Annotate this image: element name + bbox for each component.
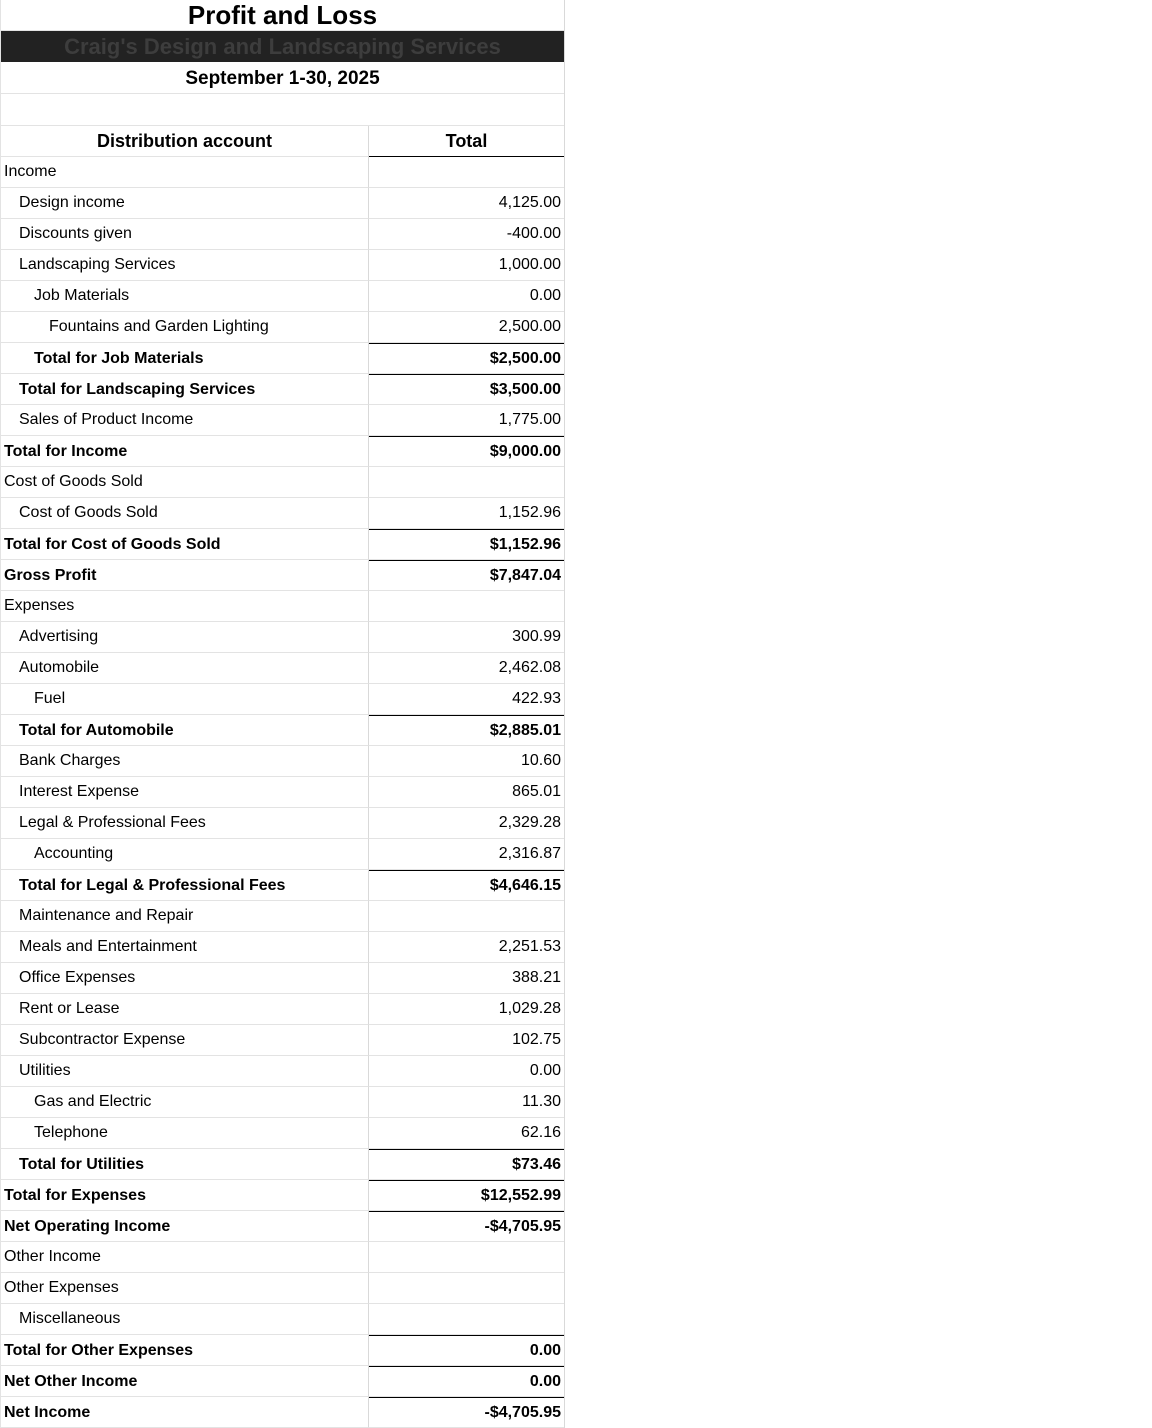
account-label: Fountains and Garden Lighting	[1, 312, 369, 343]
account-label: Net Income	[1, 1397, 369, 1428]
account-label: Office Expenses	[1, 963, 369, 994]
total-row	[1, 1180, 564, 1211]
amount-value	[369, 1304, 564, 1335]
amount-value: -$4,705.95	[369, 1397, 564, 1428]
report-title: Profit and Loss	[1, 0, 564, 31]
table-row	[1, 994, 564, 1025]
amount-value: -400.00	[369, 219, 564, 250]
account-label: Sales of Product Income	[1, 405, 369, 436]
amount-value: $73.46	[369, 1149, 564, 1180]
total-row	[1, 1397, 564, 1428]
table-row	[1, 1118, 564, 1149]
amount-value: 1,775.00	[369, 405, 564, 436]
account-label: Total for Landscaping Services	[1, 374, 369, 405]
total-row	[1, 436, 564, 467]
account-label: Other Expenses	[1, 1273, 369, 1304]
total-row	[1, 1211, 564, 1242]
amount-value: 0.00	[369, 1335, 564, 1366]
account-label: Fuel	[1, 684, 369, 715]
account-label: Advertising	[1, 622, 369, 653]
company-name: Craig's Design and Landscaping Services	[1, 31, 564, 63]
amount-value: 102.75	[369, 1025, 564, 1056]
table-row	[1, 1056, 564, 1087]
amount-value: 1,029.28	[369, 994, 564, 1025]
table-row	[1, 405, 564, 436]
amount-value: $1,152.96	[369, 529, 564, 560]
amount-value: $12,552.99	[369, 1180, 564, 1211]
amount-value: 865.01	[369, 777, 564, 808]
total-row	[1, 1366, 564, 1397]
amount-value: 300.99	[369, 622, 564, 653]
table-row	[1, 963, 564, 994]
account-label: Miscellaneous	[1, 1304, 369, 1335]
amount-value	[369, 157, 564, 188]
account-label: Rent or Lease	[1, 994, 369, 1025]
table-row	[1, 250, 564, 281]
amount-value: $2,885.01	[369, 715, 564, 746]
table-row	[1, 281, 564, 312]
table-row	[1, 901, 564, 932]
amount-value	[369, 901, 564, 932]
account-label: Meals and Entertainment	[1, 932, 369, 963]
account-label: Income	[1, 157, 369, 188]
account-label: Interest Expense	[1, 777, 369, 808]
table-row	[1, 1273, 564, 1304]
account-label: Cost of Goods Sold	[1, 498, 369, 529]
account-label: Total for Expenses	[1, 1180, 369, 1211]
blank-row	[1, 94, 564, 126]
account-label: Utilities	[1, 1056, 369, 1087]
account-label: Bank Charges	[1, 746, 369, 777]
account-label: Landscaping Services	[1, 250, 369, 281]
table-row	[1, 498, 564, 529]
total-row	[1, 1149, 564, 1180]
account-label: Legal & Professional Fees	[1, 808, 369, 839]
amount-value: 4,125.00	[369, 188, 564, 219]
amount-value: 2,500.00	[369, 312, 564, 343]
account-label: Automobile	[1, 653, 369, 684]
account-label: Job Materials	[1, 281, 369, 312]
table-row	[1, 219, 564, 250]
amount-value	[369, 1242, 564, 1273]
account-label: Total for Legal & Professional Fees	[1, 870, 369, 901]
table-row	[1, 839, 564, 870]
account-label: Total for Utilities	[1, 1149, 369, 1180]
account-label: Total for Job Materials	[1, 343, 369, 374]
amount-value: 2,462.08	[369, 653, 564, 684]
table-row	[1, 684, 564, 715]
amount-value: $9,000.00	[369, 436, 564, 467]
table-row	[1, 188, 564, 219]
account-label: Total for Automobile	[1, 715, 369, 746]
table-row	[1, 746, 564, 777]
account-label: Net Operating Income	[1, 1211, 369, 1242]
total-row	[1, 374, 564, 405]
column-header-row	[1, 126, 564, 157]
table-row	[1, 591, 564, 622]
total-row	[1, 715, 564, 746]
amount-value: 388.21	[369, 963, 564, 994]
amount-value	[369, 1273, 564, 1304]
amount-value: 422.93	[369, 684, 564, 715]
table-row	[1, 467, 564, 498]
table-row	[1, 777, 564, 808]
table-row	[1, 808, 564, 839]
table-row	[1, 1087, 564, 1118]
total-row	[1, 1335, 564, 1366]
amount-value: 2,329.28	[369, 808, 564, 839]
amount-value: $4,646.15	[369, 870, 564, 901]
total-row	[1, 343, 564, 374]
amount-value	[369, 591, 564, 622]
account-label: Gas and Electric	[1, 1087, 369, 1118]
account-label: Design income	[1, 188, 369, 219]
amount-value: 10.60	[369, 746, 564, 777]
account-label: Expenses	[1, 591, 369, 622]
table-row	[1, 653, 564, 684]
account-label: Total for Income	[1, 436, 369, 467]
report-period: September 1-30, 2025	[1, 63, 564, 94]
amount-value	[369, 467, 564, 498]
table-row	[1, 1304, 564, 1335]
account-label: Accounting	[1, 839, 369, 870]
amount-value: 62.16	[369, 1118, 564, 1149]
table-row	[1, 1025, 564, 1056]
account-label: Maintenance and Repair	[1, 901, 369, 932]
amount-value: 0.00	[369, 1056, 564, 1087]
report-rows	[1, 157, 564, 1428]
amount-value: $3,500.00	[369, 374, 564, 405]
account-label: Subcontractor Expense	[1, 1025, 369, 1056]
table-row	[1, 157, 564, 188]
amount-value: 0.00	[369, 1366, 564, 1397]
amount-value: $2,500.00	[369, 343, 564, 374]
amount-value: 0.00	[369, 281, 564, 312]
account-label: Other Income	[1, 1242, 369, 1273]
amount-value: 1,152.96	[369, 498, 564, 529]
account-label: Total for Other Expenses	[1, 1335, 369, 1366]
table-row	[1, 932, 564, 963]
report-sheet	[0, 0, 565, 1428]
table-row	[1, 622, 564, 653]
amount-value: 2,316.87	[369, 839, 564, 870]
total-row	[1, 560, 564, 591]
amount-value: -$4,705.95	[369, 1211, 564, 1242]
amount-value: 1,000.00	[369, 250, 564, 281]
total-row	[1, 870, 564, 901]
amount-value: 11.30	[369, 1087, 564, 1118]
total-row	[1, 529, 564, 560]
account-label: Telephone	[1, 1118, 369, 1149]
account-label: Gross Profit	[1, 560, 369, 591]
account-label: Total for Cost of Goods Sold	[1, 529, 369, 560]
amount-value: 2,251.53	[369, 932, 564, 963]
account-label: Net Other Income	[1, 1366, 369, 1397]
table-row	[1, 1242, 564, 1273]
account-label: Cost of Goods Sold	[1, 467, 369, 498]
column-header-total: Total	[369, 126, 564, 157]
column-header-account: Distribution account	[1, 126, 369, 157]
amount-value: $7,847.04	[369, 560, 564, 591]
account-label: Discounts given	[1, 219, 369, 250]
table-row	[1, 312, 564, 343]
